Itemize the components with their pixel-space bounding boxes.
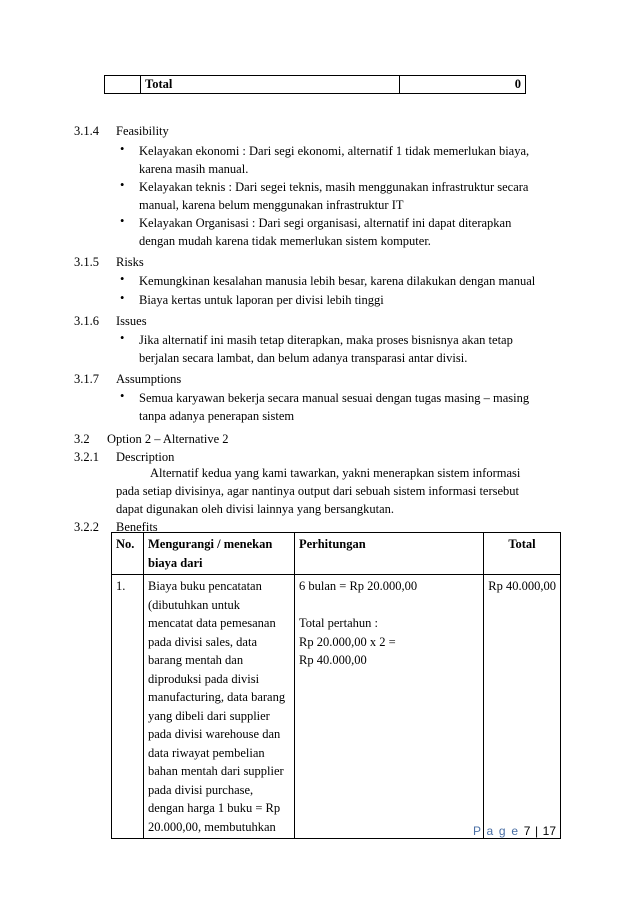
bullet-text: Kemungkinan kesalahan manusia lebih besar, karena dilakukan dengan manual [139,274,536,288]
header-no: No. [112,533,144,575]
header-total: Total [484,533,561,575]
section-number: 3.1.7 [74,372,99,386]
bullet: • [120,142,125,156]
section-number: 3.1.6 [74,314,99,328]
section-number: 3.2.2 [74,520,99,534]
section-number: 3.2.1 [74,450,99,464]
section-title: Description [116,450,175,464]
total-row [105,76,526,94]
description-line: Alternatif kedua yang kami tawarkan, yakni menerapkan sistem informasi [150,466,521,480]
page-footer [473,824,556,838]
section-title: Issues [116,314,147,328]
header-calc: Perhitungan [295,533,484,575]
bullet-text: Kelayakan Organisasi : Dari segi organisasi, alternatif ini dapat diterapkan dengan mudah karena tidak memerlukan sistem komputer. [139,216,512,248]
header-item: Mengurangi / menekan biaya dari [144,533,295,575]
section-title: Benefits [116,520,158,534]
bullet: • [120,272,125,286]
page-word: P a g e [473,824,520,838]
bullet: • [120,389,125,403]
section-title: Option 2 – Alternative 2 [107,432,229,446]
page-number: 7 [523,824,531,838]
total-empty-cell [105,76,141,94]
cell-calc: 6 bulan = Rp 20.000,00 Total pertahun : Rp 20.000,00 x 2 = Rp 40.000,00 [295,575,484,839]
cell-total: Rp 40.000,00 [484,575,561,839]
section-title: Assumptions [116,372,182,386]
total-pages: 17 [542,824,557,838]
bullet: • [120,178,125,192]
bullet-text: Kelayakan teknis : Dari segei teknis, masih menggunakan infrastruktur secara manual, karena belum menggunakan infrastruktur IT [139,180,529,212]
table-header-row [112,533,561,575]
bullet-text: Biaya kertas untuk laporan per divisi lebih tinggi [139,293,384,307]
bullet-text: Semua karyawan bekerja secara manual sesuai dengan tugas masing – masing tanpa adanya penerapan sistem [139,391,530,423]
table-row [112,575,561,839]
section-number: 3.1.5 [74,255,99,269]
description-line: pada setiap divisinya, agar nantinya output dari sebuah sistem informasi tersebut [116,484,520,498]
page-separator: | [535,824,539,838]
total-table [104,75,526,94]
total-value: 0 [400,76,526,94]
bullet-text: Jika alternatif ini masih tetap diterapkan, maka proses bisnisnya akan tetap berjalan secara lambat, dan belum adanya transparasi antar divisi. [139,333,513,365]
description-line: dapat digunakan oleh divisi lainnya yang bersangkutan. [116,502,395,516]
section-title: Feasibility [116,124,169,138]
cell-item: Biaya buku pencatatan (dibutuhkan untuk mencatat data pemesanan pada divisi sales, data barang mentah dan diproduksi pada divisi manufacturing, data barang yang dibeli dari supplier pada divisi warehouse dan data riwayat pembelian bahan mentah dari supplier pada divisi purchase, dengan harga 1 buku = Rp 20.000,00, membutuhkan [144,575,295,839]
bullet: • [120,214,125,228]
total-label: Total [141,76,400,94]
bullet: • [120,331,125,345]
section-number: 3.1.4 [74,124,99,138]
benefits-table [111,532,561,839]
bullet: • [120,291,125,305]
section-number: 3.2 [74,432,90,446]
section-title: Risks [116,255,144,269]
bullet-text: Kelayakan ekonomi : Dari segi ekonomi, alternatif 1 tidak memerlukan biaya, karena masih manual. [139,144,530,176]
cell-no: 1. [112,575,144,839]
